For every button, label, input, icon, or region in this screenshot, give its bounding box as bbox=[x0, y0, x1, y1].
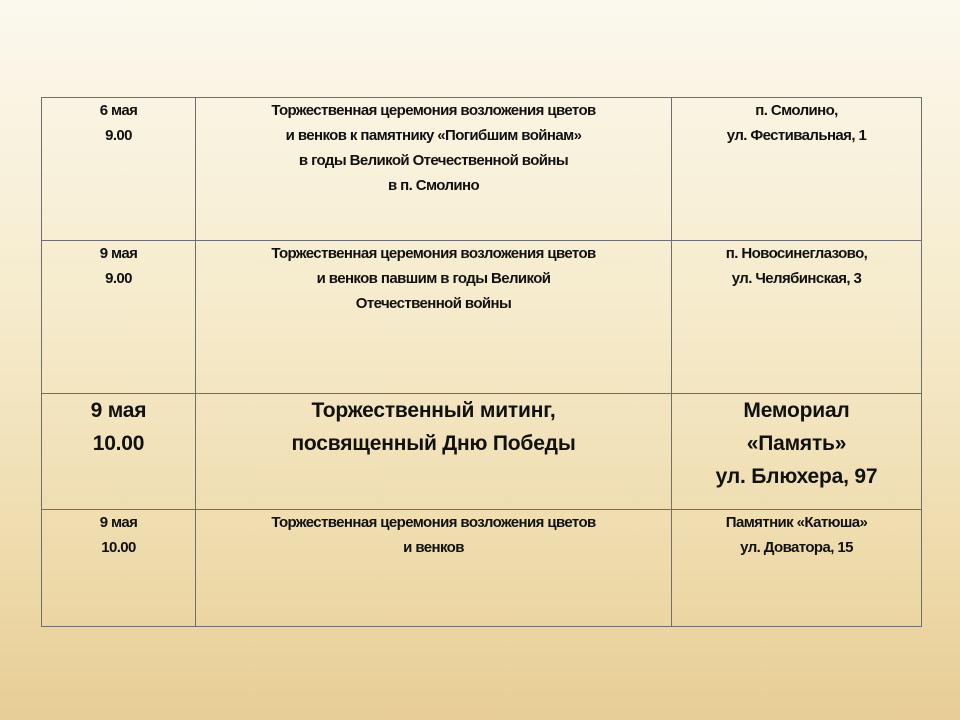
event-description-line: Торжественная церемония возложения цветов bbox=[271, 245, 596, 262]
place-cell bbox=[672, 394, 922, 510]
event-description-line: Торжественный митинг, bbox=[311, 399, 556, 422]
table-row bbox=[42, 98, 922, 241]
event-place-line: ул. Блюхера, 97 bbox=[715, 465, 878, 488]
event-place-line: п. Смолино, bbox=[755, 102, 838, 119]
event-date: 6 мая bbox=[99, 102, 138, 119]
event-place-line: «Память» bbox=[746, 432, 847, 455]
date-cell bbox=[42, 241, 196, 394]
date-cell bbox=[42, 98, 196, 241]
event-description-line: и венков павшим в годы Великой bbox=[316, 270, 551, 287]
event-cell bbox=[196, 510, 672, 627]
event-cell bbox=[196, 241, 672, 394]
place-cell bbox=[672, 510, 922, 627]
place-cell bbox=[672, 98, 922, 241]
event-place-line: ул. Доватора, 15 bbox=[740, 539, 853, 556]
table-row bbox=[42, 394, 922, 510]
event-time: 9.00 bbox=[105, 127, 132, 144]
place-cell bbox=[672, 241, 922, 394]
event-cell bbox=[196, 394, 672, 510]
date-cell bbox=[42, 394, 196, 510]
event-description-line: Торжественная церемония возложения цветов bbox=[271, 514, 596, 531]
event-place-line: п. Новосинеглазово, bbox=[725, 245, 868, 262]
event-cell bbox=[196, 98, 672, 241]
event-description-line: в п. Смолино bbox=[387, 177, 480, 194]
event-time: 9.00 bbox=[105, 270, 132, 287]
event-place-line: Мемориал bbox=[743, 399, 850, 422]
table-row bbox=[42, 241, 922, 394]
event-place-line: Памятник «Катюша» bbox=[725, 514, 868, 531]
event-description-line: Торжественная церемония возложения цветов bbox=[271, 102, 596, 119]
event-description-line: и венков bbox=[403, 539, 464, 556]
event-description-line: Отечественной войны bbox=[355, 295, 512, 312]
event-place-line: ул. Челябинская, 3 bbox=[731, 270, 862, 287]
event-description-line: посвященный Дню Победы bbox=[291, 432, 576, 455]
table-row bbox=[42, 510, 922, 627]
event-time: 10.00 bbox=[92, 432, 145, 455]
event-date: 9 мая bbox=[99, 514, 138, 531]
event-description-line: и венков к памятнику «Погибшим войнам» bbox=[285, 127, 582, 144]
event-date: 9 мая bbox=[90, 399, 147, 422]
events-schedule-table bbox=[41, 97, 922, 627]
event-place-line: ул. Фестивальная, 1 bbox=[726, 127, 867, 144]
event-time: 10.00 bbox=[101, 539, 136, 556]
event-description-line: в годы Великой Отечественной войны bbox=[298, 152, 569, 169]
event-date: 9 мая bbox=[99, 245, 138, 262]
date-cell bbox=[42, 510, 196, 627]
